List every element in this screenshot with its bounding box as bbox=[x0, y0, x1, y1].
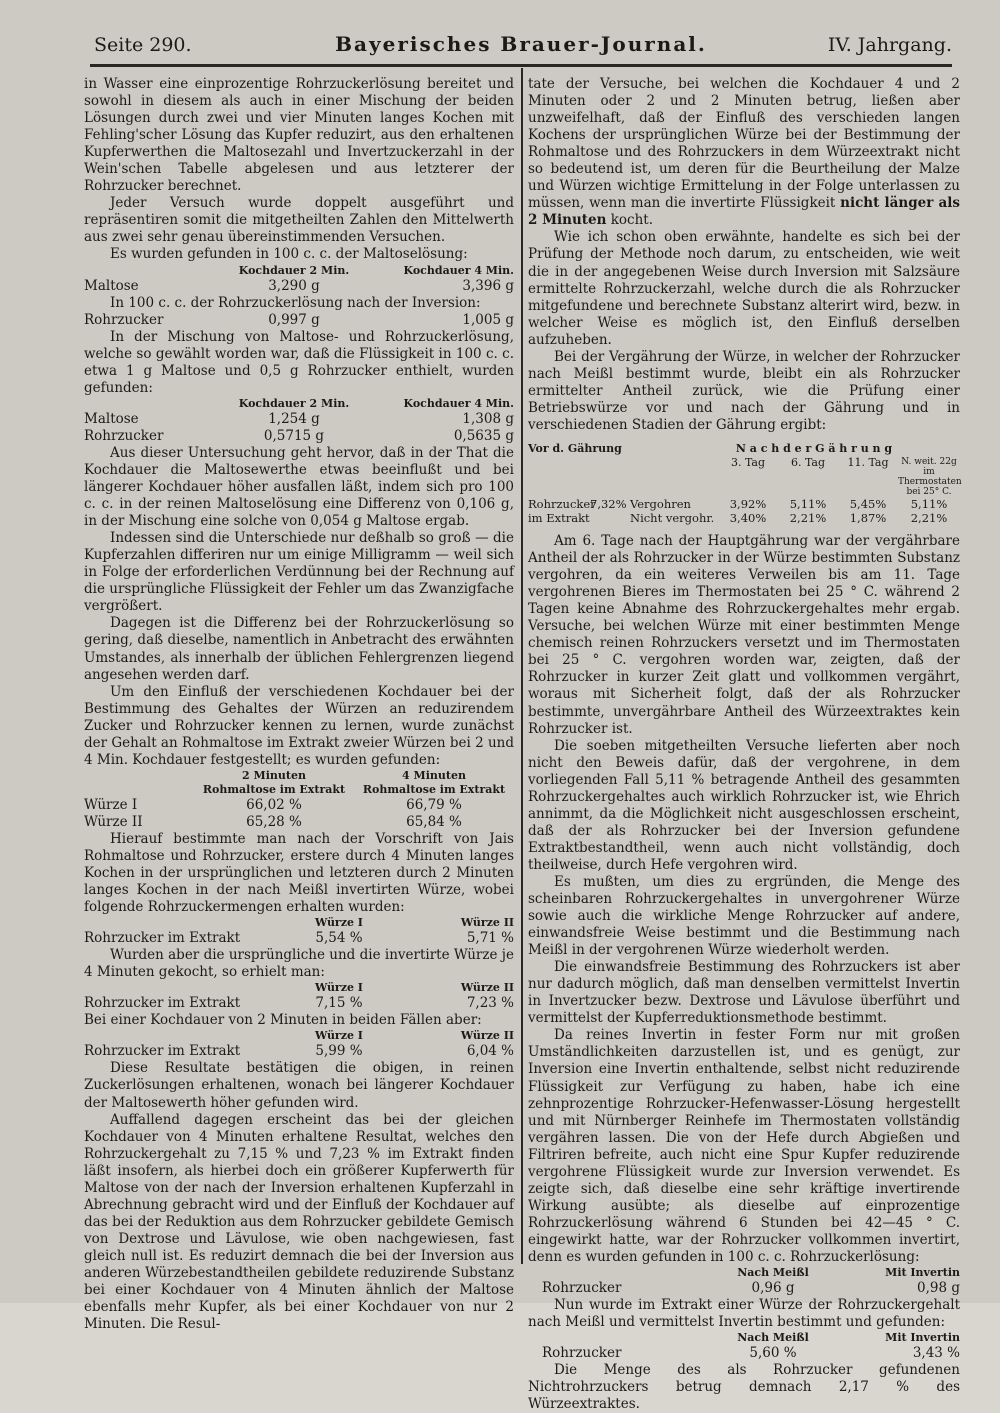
paragraph: Jeder Versuch wurde doppelt ausgeführt und repräsentiren somit die mitgetheilten Zahlen den Mittelwerth aus zwei sehr genau übereinstimmenden Versuchen. bbox=[84, 195, 514, 246]
table-header: Nach Meißl Mit Invertin bbox=[737, 1331, 960, 1345]
paragraph: In der Mischung von Maltose- und Rohrzuckerlösung, welche so gewählt worden war, daß die Flüssigkeit in 100 c. c. etwa 1 g Maltose und 0,5 g Rohrzucker enthielt, wurden gefunden: bbox=[84, 328, 514, 396]
page-header bbox=[90, 30, 952, 67]
paragraph: Dagegen ist die Differenz bei der Rohrzuckerlösung so gering, daß dieselbe, namentlich in Anbetracht des erwähnten Umstandes, als innerhalb der üblichen Fehlergrenzen liegend angesehen werden darf. bbox=[84, 615, 514, 683]
paragraph: Aus dieser Untersuchung geht hervor, daß in der That die Kochdauer die Maltosewerthe etwas beeinflußt und bei längerer Kochdauer höher ausfallen läßt, indem sich pro 100 c. c. in der reinen Maltoselösung eine Differenz von 0,106 g, in der Mischung eine solche von 0,054 g Maltose ergab. bbox=[84, 444, 514, 530]
journal-title: Bayerisches Brauer-Journal. bbox=[335, 32, 707, 56]
paragraph: Bei der Vergährung der Würze, in welcher der Rohrzucker nach Meißl bestimmt wurde, bleibt ein als Rohrzucker ermittelter Antheil zurück, wie die Prüfung einer Betriebswürze vor und nach der Gährung und in verschiedenen Stadien der Gährung ergibt: bbox=[528, 348, 960, 433]
column-divider bbox=[521, 68, 523, 1264]
table-row: Rohrzucker im Extrakt 7,15 % 7,23 % bbox=[84, 995, 514, 1012]
table-row: Rohrzucker 7,32% Vergohren 3,92% 5,11% 5,45% 5,11% bbox=[528, 497, 948, 512]
table-header: Würze I Würze II bbox=[315, 1029, 514, 1043]
volume-year: IV. Jahrgang. bbox=[827, 34, 952, 56]
table-row: Rohrzucker 0,5715 g 0,5635 g bbox=[84, 427, 514, 444]
fermentation-table bbox=[528, 440, 960, 525]
table-header: Nach Meißl Mit Invertin bbox=[737, 1266, 960, 1280]
table-row: Würze I 66,02 % 66,79 % bbox=[84, 796, 462, 813]
table-header: 3. Tag 6. Tag 11. Tag N. weit. 22g im Thermostaten bei 25° C. bbox=[730, 456, 962, 498]
table-row: im Extrakt Nicht vergohr. 3,40% 2,21% 1,87% 2,21% bbox=[528, 511, 948, 526]
right-column bbox=[528, 76, 960, 1413]
table-row: Rohrzucker 5,60 % 3,43 % bbox=[542, 1345, 960, 1362]
paragraph: Die soeben mitgetheilten Versuche lieferten aber noch nicht den Beweis dafür, daß der vergohrene, in dem vorliegenden Fall 5,11 % betragende Antheil des gesammten Rohrzuckergehaltes auch wirklich Rohrzucker ist, wie Ehrich annimmt, da die Möglichkeit nicht ausgeschlossen erscheint, daß der als Rohrzucker bei der Inversion gefundene Extraktbestandtheil, wenn auch nicht vollständig, doch theilweise, durch Hefe vergohren wird. bbox=[528, 737, 960, 873]
page-number: Seite 290. bbox=[94, 34, 192, 56]
paragraph: Hierauf bestimmte man nach der Vorschrift von Jais Rohmaltose und Rohrzucker, erstere durch 4 Minuten langes Kochen in der ursprünglichen und letzteren durch 2 Minuten langes Kochen in der nach Meißl invertirten Würze, wobei folgende Rohrzuckermengen erhalten wurden: bbox=[84, 830, 514, 916]
paragraph: Um den Einfluß der verschiedenen Kochdauer bei der Bestimmung des Gehaltes der Würzen an reduzirendem Zucker und Rohrzucker kennen zu lernen, wurde zunächst der Gehalt an Rohmaltose im Extrakt zweier Würzen bei 2 und 4 Min. Kochdauer festgestellt; es wurden gefunden: bbox=[84, 683, 515, 768]
paragraph: Da reines Invertin in fester Form nur mit großen Umständlichkeiten darzustellen ist, und es genügt, zur Inversion eine Invertin enthaltende, selbst nicht reduzirende Flüssigkeit zur Verfügung zu haben, habe ich eine zehnprozentige Rohrzucker-Hefenwasser-Lösung hergestellt und mit Nürnberger Reinhefe im Thermostaten vollständig vergähren lassen. Die von der Hefe durch Abgießen und Filtriren befreite, auch nicht eine Spur Kupfer reduzirende vergohrene Flüssigkeit wurde zur Inversion verwendet. Es zeigte sich, daß dieselbe eine sehr kräftige invertirende Wirkung ausübte; als dieselbe auf einprozentige Rohrzuckerlösung während 6 Stunden bei 42—45 ° C. eingewirkt hatte, war der Rohrzucker vollkommen invertirt, denn es wurden gefunden in 100 c. c. Rohrzuckerlösung: bbox=[528, 1027, 960, 1265]
paragraph: in Wasser eine einprozentige Rohrzuckerlösung bereitet und sowohl in diesem als auch in einer Mischung der beiden Lösungen durch zwei und vier Minuten langes Kochen mit Fehling'scher Lösung das Kupfer reduzirt, aus den erhaltenen Kupferwerthen die Maltosezahl und Invertzuckerzahl in der Wein'schen Tabelle abgelesen und aus letzterer der Rohrzucker berechnet. bbox=[84, 76, 514, 195]
paragraph: In 100 c. c. der Rohrzuckerlösung nach der Inversion: bbox=[110, 294, 481, 311]
table-row: Rohrzucker im Extrakt 5,54 % 5,71 % bbox=[84, 930, 514, 947]
table-row: Maltose 1,254 g 1,308 g bbox=[84, 410, 514, 427]
table-row: Maltose 3,290 g 3,396 g bbox=[84, 277, 514, 294]
paragraph: tate der Versuche, bei welchen die Kochdauer 4 und 2 Minuten oder 2 und 2 Minuten betrug, ließen aber unzweifelhaft, daß der Einfluß des verschieden langen Kochens der ursprünglichen Würze bei der Bestimmung der Rohmaltose und des Rohrzuckers in dem Würzeextrakt nicht so bedeutend ist, um deren für die Beurtheilung der Malze und Würzen wichtige Ermittelung in der Folge unterlassen zu müssen, wenn man die invertirte Flüssigkeit nicht länger als 2 Minuten kocht. bbox=[528, 76, 960, 229]
table-header: Rohmaltose im Extrakt Rohmaltose im Extrakt bbox=[202, 782, 506, 796]
table-row: Rohrzucker im Extrakt 5,99 % 6,04 % bbox=[84, 1043, 514, 1060]
table-header: Vor d. Gährung N a c h d e r G ä h r u n g bbox=[528, 441, 893, 455]
paragraph: Die Menge des als Rohrzucker gefundenen Nichtrohrzuckers betrug demnach 2,17 % des Würzeextraktes. bbox=[528, 1362, 960, 1413]
paragraph: Bei einer Kochdauer von 2 Minuten in beiden Fällen aber: bbox=[84, 1012, 482, 1029]
paragraph: Wie ich schon oben erwähnte, handelte es sich bei der Prüfung der Methode noch darum, zu entscheiden, wie weit die in der angegebenen Weise durch Inversion mit Salzsäure ermittelte Rohrzuckerzahl, welche durch die als Rohrzucker mitgefundene und berechnete Substanz alterirt wird, bezw. in welcher Weise es möglich ist, den Einfluß derselben aufzuheben. bbox=[528, 229, 960, 348]
table-row: Rohrzucker 0,997 g 1,005 g bbox=[84, 311, 514, 328]
emphasis: nicht länger als 2 Minuten bbox=[528, 195, 960, 229]
table-header: Würze I Würze II bbox=[315, 916, 514, 930]
table-header: 2 Minuten 4 Minuten bbox=[242, 768, 466, 782]
table-header: Würze I Würze II bbox=[315, 981, 514, 995]
paragraph: Es wurden gefunden in 100 c. c. der Maltoselösung: bbox=[110, 246, 468, 263]
paragraph: Auffallend dagegen erscheint das bei der gleichen Kochdauer von 4 Minuten erhaltene Resultat, welches den Rohrzuckergehalt zu 7,15 % und 7,23 % im Extrakt finden läßt insofern, als hierbei doch ein größerer Kupferwerth für Maltose von der nach der Inversion erhaltenen Kupferzahl in Abrechnung gebracht wird und der Einfluß der Kochdauer auf das bei der Reduktion aus dem Rohrzucker gebildete Gemisch von Dextrose und Lävulose, wie oben nachgewiesen, fast gleich null ist. Es reduzirt demnach die bei der Inversion aus anderen Würzebestandtheilen gebildete reduzirende Substanz bei einer Kochdauer von 4 Minuten ähnlich der Maltose ebenfalls mehr Kupfer, als bei einer Kochdauer von nur 2 Minuten. Die Resul- bbox=[84, 1111, 514, 1333]
paragraph: Wurden aber die ursprüngliche und die invertirte Würze je 4 Minuten gekocht, so erhielt man: bbox=[84, 947, 514, 981]
table-header: Kochdauer 2 Min. Kochdauer 4 Min. bbox=[238, 396, 514, 410]
paragraph: Nun wurde im Extrakt einer Würze der Rohrzuckergehalt nach Meißl und vermittelst Invertin bestimmt und gefunden: bbox=[528, 1297, 960, 1331]
paragraph: Am 6. Tage nach der Hauptgährung war der vergährbare Antheil der als Rohrzucker in der Würze bestimmten Substanz vergohren, da ein weiteres Verweilen bis am 11. Tage vergohrenen Bieres im Thermostaten bei 25 ° C. während 2 Tagen keine Abnahme des Rohrzuckergehaltes mehr ergab. Versuche, bei welchen Würze mit einer bestimmten Menge chemisch reinen Rohrzuckers versetzt und im Thermostaten bei 25 ° C. vergohren worden war, zeigten, daß der Rohrzucker in kurzer Zeit glatt und vollkommen vergährt, woraus mit Sicherheit folgt, daß der als Rohrzucker bestimmte, unvergährbare Antheil des Würzeextraktes kein Rohrzucker ist. bbox=[528, 533, 960, 737]
table-row: Würze II 65,28 % 65,84 % bbox=[84, 813, 462, 830]
table-header: Kochdauer 2 Min. Kochdauer 4 Min. bbox=[238, 263, 514, 277]
table-row: Rohrzucker 0,96 g 0,98 g bbox=[542, 1280, 960, 1297]
paragraph: Die einwandsfreie Bestimmung des Rohrzuckers ist aber nur dadurch möglich, daß man denselben vermittelst Invertin in Invertzucker bezw. Dextrose und Lävulose überführt und vermittelst der Kupferreduktionsmethode bestimmt. bbox=[528, 959, 960, 1027]
paragraph: Es mußten, um dies zu ergründen, die Menge des scheinbaren Rohrzuckergehaltes in unvergohrener Würze sowie auch die wirkliche Menge Rohrzucker auf andere, einwandsfreie Weise bestimmt und die Bestimmung nach Meißl in der vergohrenen Würze wiederholt werden. bbox=[528, 873, 960, 959]
left-column bbox=[84, 76, 514, 1333]
paragraph: Diese Resultate bestätigen die obigen, in reinen Zuckerlösungen erhaltenen, wonach bei längerer Kochdauer der Maltosewerth höher gefunden wird. bbox=[84, 1060, 514, 1111]
paragraph: Indessen sind die Unterschiede nur deßhalb so groß — die Kupferzahlen differiren nur um einige Milligramm — weil sich in Folge der erforderlichen Verdünnung bei der Rechnung auf die ursprüngliche Flüssigkeit der Fehler um das Zwanzigfache vergrößert. bbox=[84, 530, 514, 615]
